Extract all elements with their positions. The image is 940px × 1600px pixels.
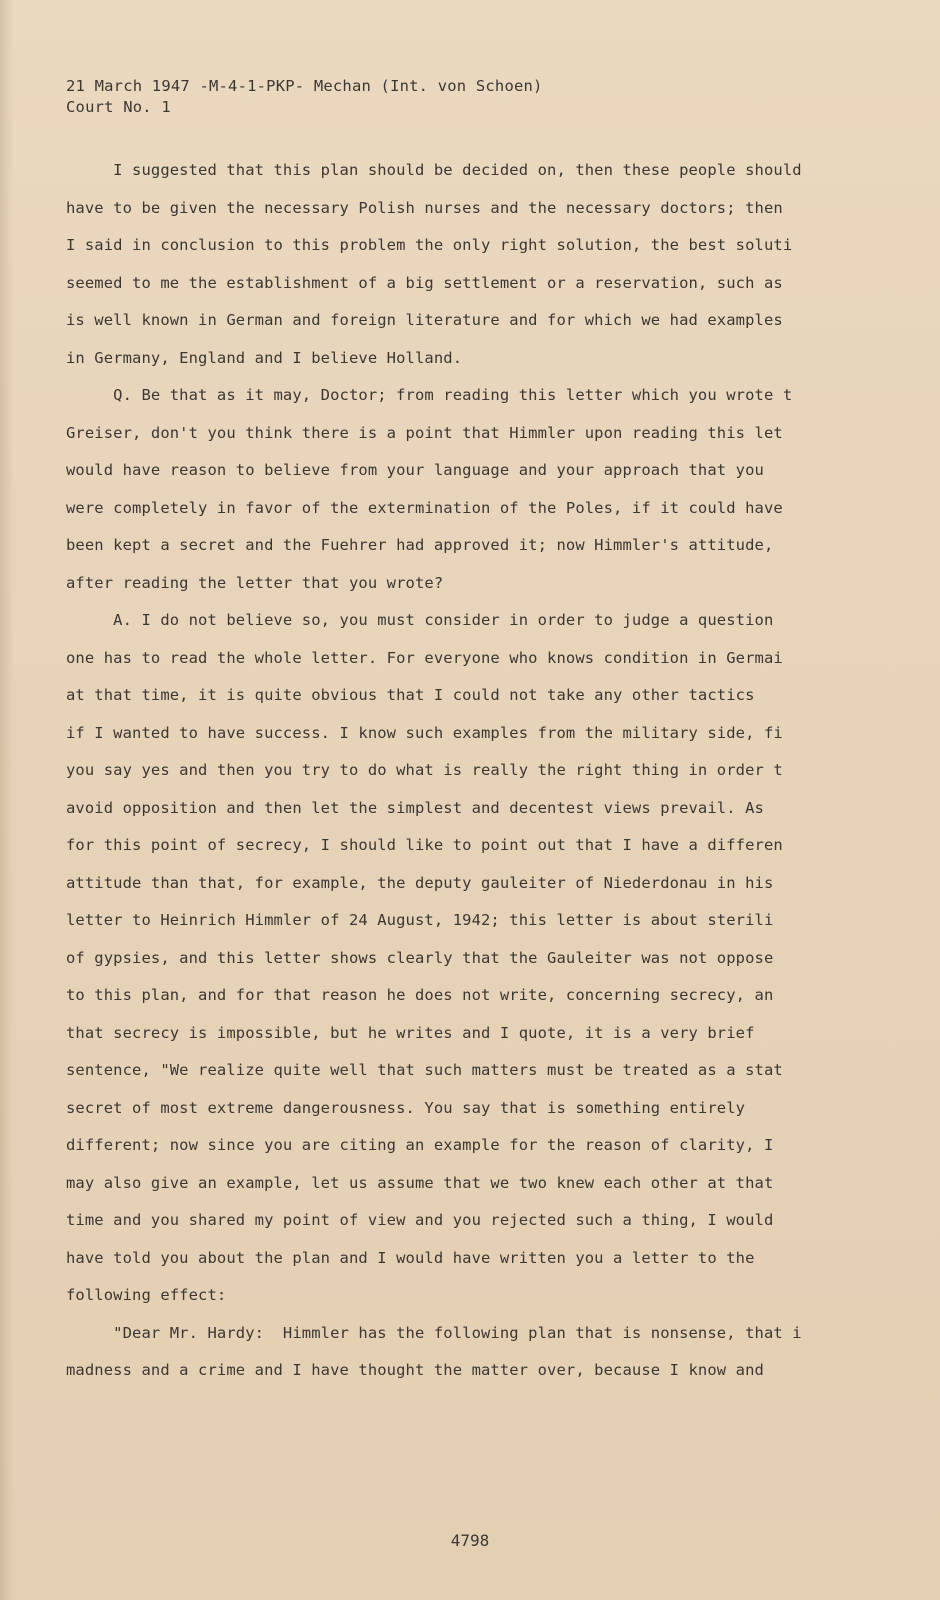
- text-line: following effect:: [66, 1286, 227, 1304]
- text-line: I suggested that this plan should be decided on, then these people should: [66, 161, 802, 179]
- page-edge-shadow: [0, 0, 14, 1600]
- text-line: letter to Heinrich Himmler of 24 August, 1942; this letter is about sterili: [66, 911, 774, 929]
- text-line: of gypsies, and this letter shows clearly that the Gauleiter was not oppose: [66, 948, 774, 967]
- text-line: is well known in German and foreign literature and for which we had examples: [66, 311, 783, 329]
- text-line: at that time, it is quite obvious that I could not take any other tactics: [66, 686, 755, 704]
- text-line: that secrecy is impossible, but he writes and I quote, it is a very brief: [66, 1023, 755, 1042]
- document-header: [66, 76, 543, 118]
- text-line: A. I do not believe so, you must consider in order to judge a question: [66, 611, 774, 629]
- text-line: I said in conclusion to this problem the only right solution, the best soluti: [66, 236, 793, 254]
- text-line: Greiser, don't you think there is a point that Himmler upon reading this let: [66, 423, 783, 442]
- text-line: after reading the letter that you wrote?: [66, 573, 444, 592]
- text-line: would have reason to believe from your language and your approach that you: [66, 461, 764, 479]
- text-line: different; now since you are citing an example for the reason of clarity, I: [66, 1136, 774, 1154]
- text-line: madness and a crime and I have thought the matter over, because I know and: [66, 1361, 764, 1379]
- paragraph-3-answer: [66, 602, 866, 1315]
- text-line: time and you shared my point of view and you rejected such a thing, I would: [66, 1211, 774, 1229]
- text-line: you say yes and then you try to do what is really the right thing in order t: [66, 761, 783, 779]
- text-line: to this plan, and for that reason he does not write, concerning secrecy, an: [66, 986, 774, 1004]
- text-line: attitude than that, for example, the deputy gauleiter of Niederdonau in his: [66, 873, 774, 892]
- paragraph-2-question: [66, 377, 866, 602]
- text-line: for this point of secrecy, I should like to point out that I have a differen: [66, 836, 783, 854]
- text-line: were completely in favor of the extermination of the Poles, if it could have: [66, 498, 783, 517]
- transcript-body: [66, 152, 866, 1390]
- text-line: may also give an example, let us assume that we two knew each other at that: [66, 1173, 774, 1192]
- header-court-line: Court No. 1: [66, 98, 171, 116]
- text-line: avoid opposition and then let the simplest and decentest views prevail. As: [66, 798, 764, 817]
- paragraph-4-quoted-letter: [66, 1315, 866, 1390]
- page-number: 4798: [450, 1531, 490, 1550]
- text-line: have told you about the plan and I would have written you a letter to the: [66, 1248, 755, 1267]
- text-line: have to be given the necessary Polish nurses and the necessary doctors; then: [66, 198, 783, 217]
- text-line: one has to read the whole letter. For everyone who knows condition in Germai: [66, 648, 783, 667]
- text-line: Q. Be that as it may, Doctor; from reading this letter which you wrote t: [66, 386, 793, 404]
- text-line: "Dear Mr. Hardy: Himmler has the following plan that is nonsense, that i: [66, 1323, 802, 1342]
- text-line: in Germany, England and I believe Holland.: [66, 348, 463, 367]
- header-date-line: 21 March 1947 -M-4-1-PKP- Mechan (Int. von Schoen): [66, 77, 543, 95]
- text-line: seemed to me the establishment of a big settlement or a reservation, such as: [66, 273, 783, 292]
- text-line: been kept a secret and the Fuehrer had approved it; now Himmler's attitude,: [66, 536, 774, 554]
- text-line: if I wanted to have success. I know such examples from the military side, fi: [66, 723, 783, 742]
- paragraph-1: [66, 152, 866, 377]
- text-line: sentence, "We realize quite well that such matters must be treated as a stat: [66, 1061, 783, 1079]
- text-line: secret of most extreme dangerousness. You say that is something entirely: [66, 1098, 746, 1117]
